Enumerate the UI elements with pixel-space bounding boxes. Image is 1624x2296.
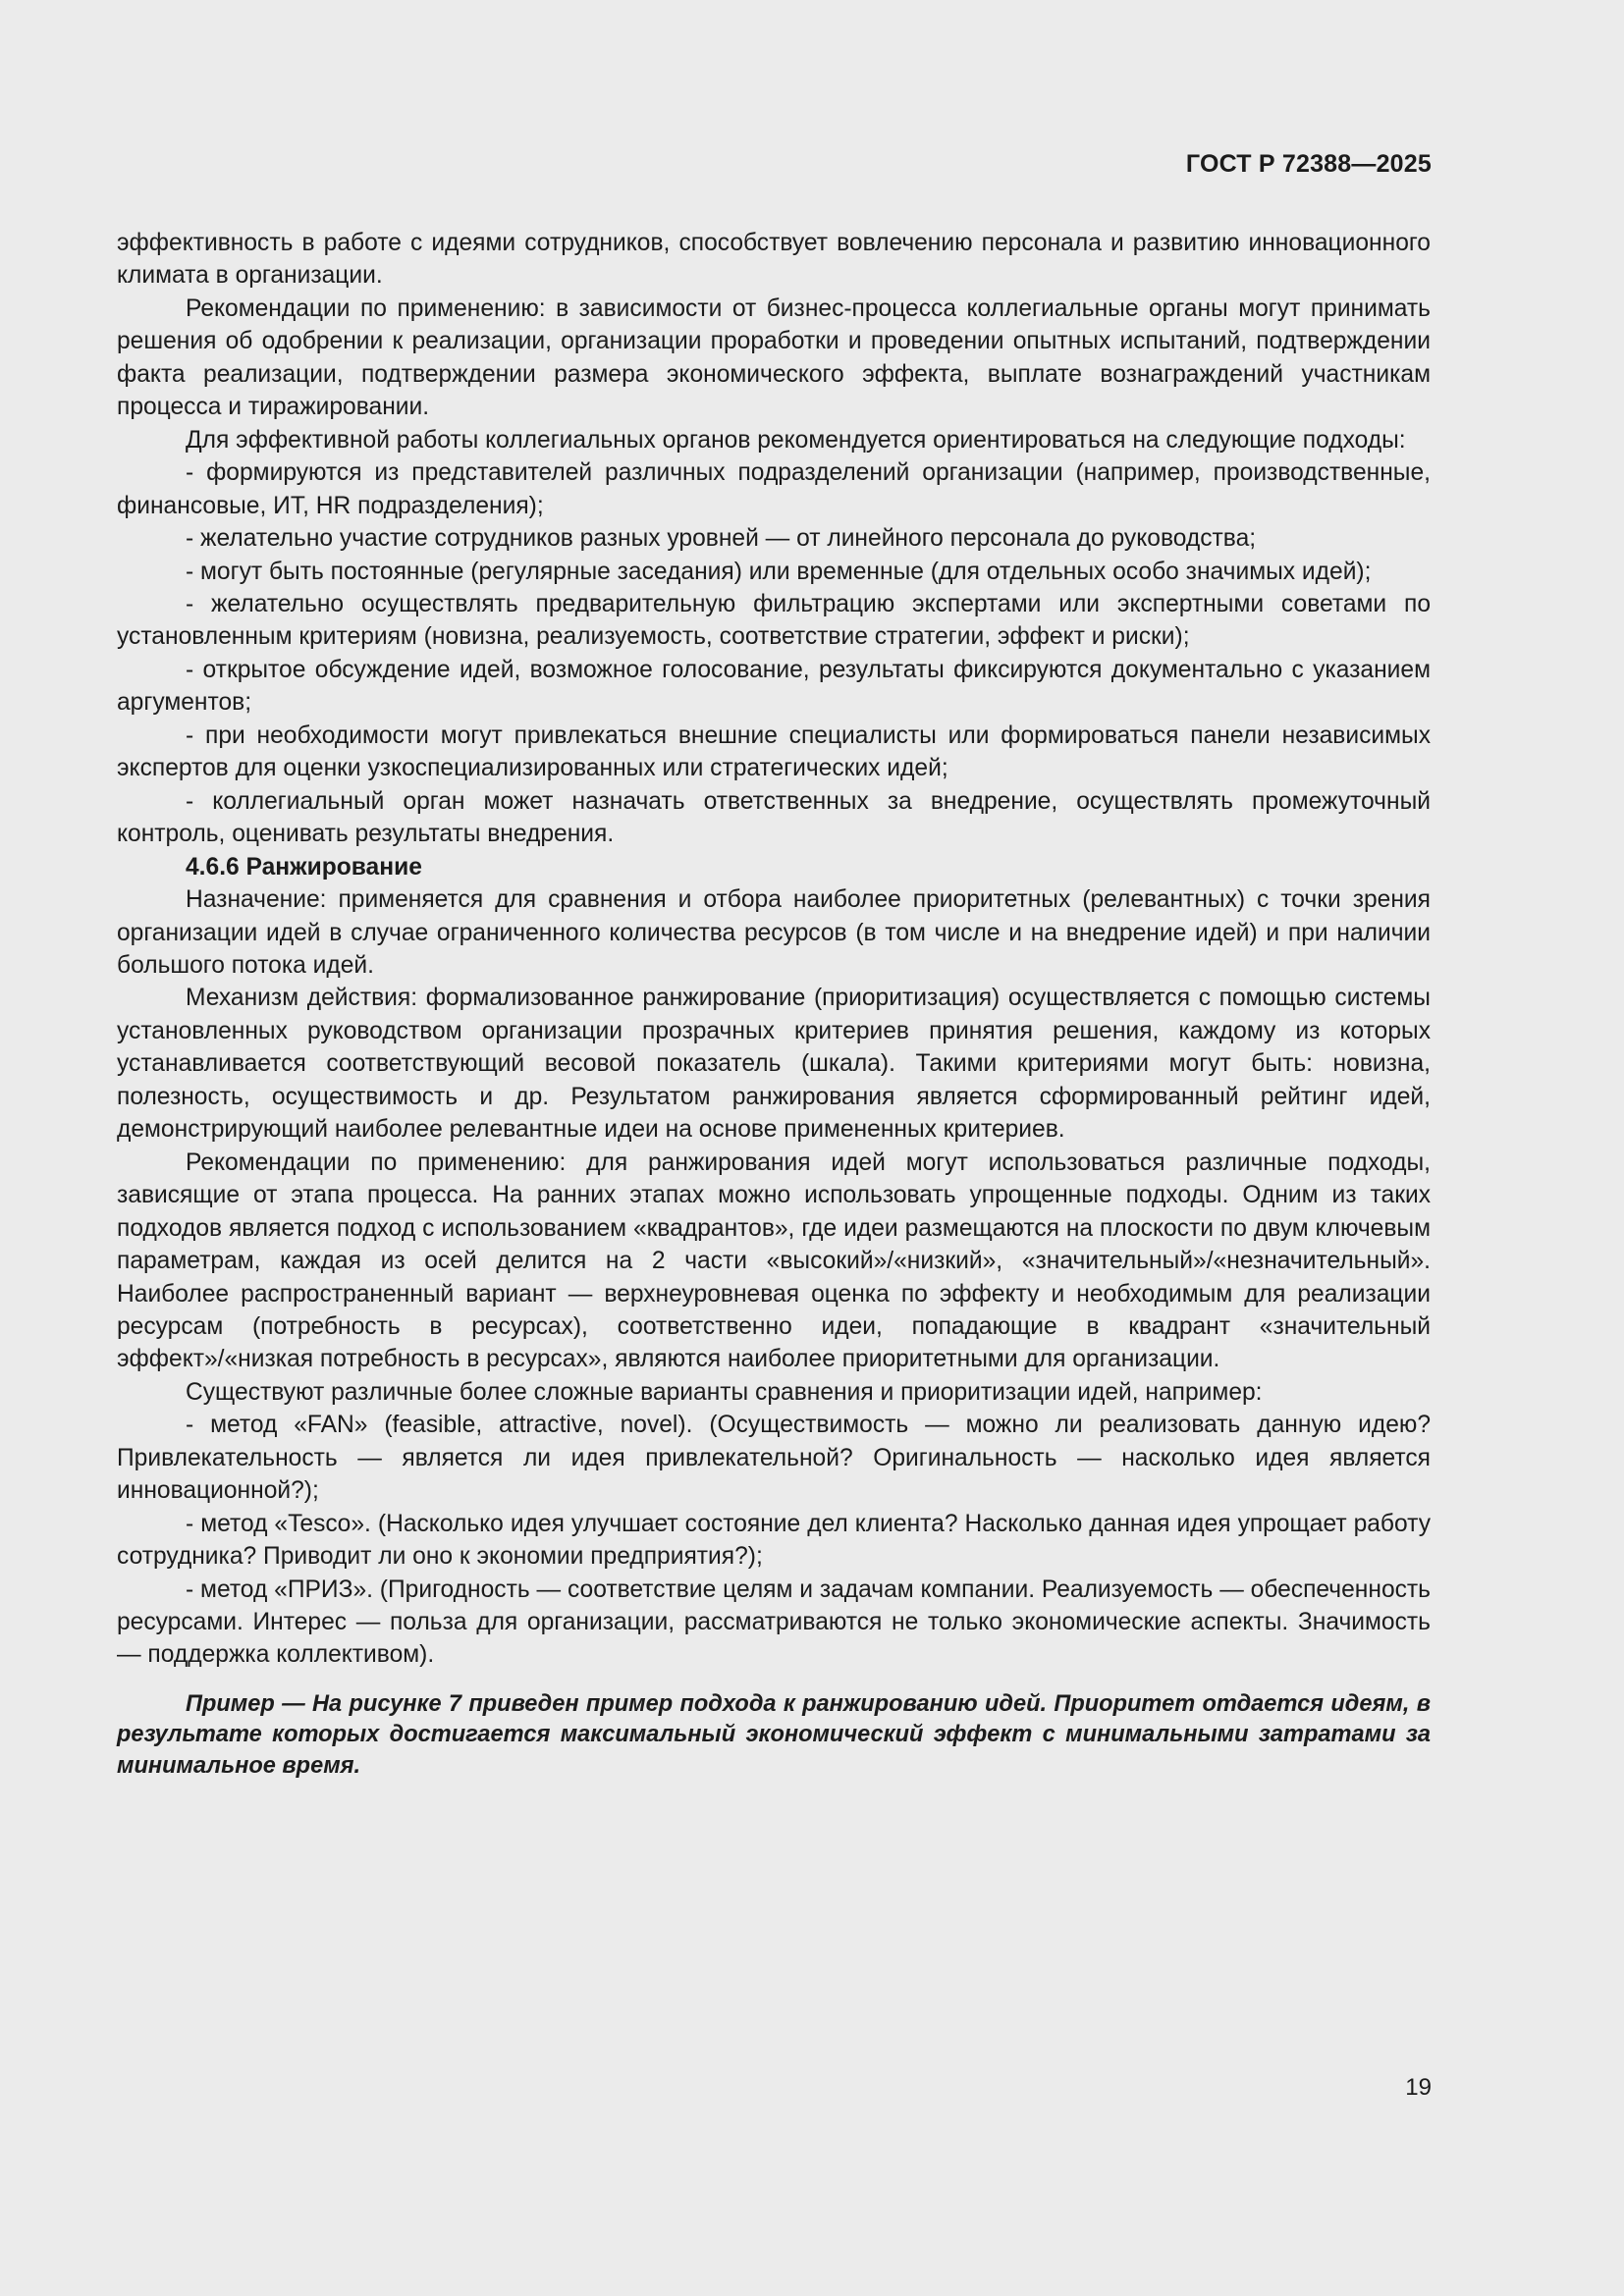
list-item-levels: - желательно участие сотрудников разных уровней — от линейного персонала до руководства; (186, 525, 1257, 553)
list-item-filtering: - желательно осуществлять предварительную фильтрацию экспертами или экспертными советами по установленным критериям (новизна, реализуемость, соответствие стратегии, эффект и риски); (117, 590, 1431, 651)
example-note: Пример — На рисунке 7 приведен пример подхода к ранжированию идей. Приоритет отдается идеям, в результате которых достигается максимальный экономический эффект с минимальными затратами за минимальное время. (117, 1690, 1431, 1779)
list-item-priz-method: - метод «ПРИЗ». (Пригодность — соответствие целям и задачам компании. Реализуемость — обеспеченность ресурсами. Интерес — польза для организации, рассматриваются не только экономические аспекты. Значимость — поддержка коллективом). (117, 1575, 1431, 1669)
paragraph-recommendations: Рекомендации по применению: в зависимости от бизнес-процесса коллегиальные органы могут принимать решения об одобрении к реализации, организации проработки и проведении опытных испытаний, подтверждении факта реализации, подтверждении размера экономического эффекта, выплате вознаграждений участникам процесса и тиражировании. (117, 294, 1431, 421)
page-number: 19 (1405, 2074, 1432, 2101)
document-code: ГОСТ Р 72388—2025 (1185, 150, 1432, 178)
list-item-fan-method: - метод «FAN» (feasible, attractive, novel). (Осуществимость — можно ли реализовать данную идею? Привлекательность — является ли идея привлекательной? Оригинальность — насколько идея является инновационной?); (117, 1412, 1431, 1505)
paragraph-mechanism: Механизм действия: формализованное ранжирование (приоритизация) осуществляется с помощью системы установленных руководством организации прозрачных критериев принятия решения, каждому из которых устанавливается соответствующий весовой показатель (шкала). Такими критериями могут быть: новизна, полезность, осуществимость и др. Результатом ранжирования является сформированный рейтинг идей, демонстрирующий наиболее релевантные идеи на основе примененных критериев. (117, 985, 1431, 1144)
paragraph-ranking-recommendations: Рекомендации по применению: для ранжирования идей могут использоваться различные подходы, зависящие от этапа процесса. На ранних этапах можно использовать упрощенные подходы. Одним из таких подходов является подход с использованием «квадрантов», где идеи размещаются на плоскости по двум ключевым параметрам, каждая из осей делится на 2 части «высокий»/«низкий», «значительный»/«незначительный». Наиболее распространенный вариант — верхнеуровневая оценка по эффекту и необходимым для реализации ресурсам (потребность в ресурсах), соответственно идеи, попадающие в квадрант «значительный эффект»/«низкая потребность в ресурсах», являются наиболее приоритетными для организации. (117, 1148, 1431, 1373)
list-item-permanent-temporary: - могут быть постоянные (регулярные заседания) или временные (для отдельных особо значимых идей); (186, 558, 1372, 585)
list-item-tesco-method: - метод «Tesco». (Насколько идея улучшает состояние дел клиента? Насколько данная идея упрощает работу сотрудника? Приводит ли оно к экономии предприятия?); (117, 1510, 1431, 1571)
list-item-responsibility: - коллегиальный орган может назначать ответственных за внедрение, осуществлять промежуточный контроль, оценивать результаты внедрения. (117, 787, 1431, 848)
section-heading: 4.6.6 Ранжирование (186, 853, 422, 881)
list-item-departments: - формируются из представителей различных подразделений организации (например, производственные, финансовые, ИТ, HR подразделения); (117, 459, 1431, 519)
page-body (117, 227, 1431, 1782)
paragraph-methods-intro: Существуют различные более сложные варианты сравнения и приоритизации идей, например: (186, 1378, 1263, 1406)
paragraph-purpose: Назначение: применяется для сравнения и отбора наиболее приоритетных (релевантных) с точки зрения организации идей в случае ограниченного количества ресурсов (в том числе и на внедрение идей) и при наличии большого потока идей. (117, 886, 1431, 979)
paragraph-approaches-intro: Для эффективной работы коллегиальных органов рекомендуется ориентироваться на следующие подходы: (186, 426, 1406, 454)
list-item-external-experts: - при необходимости могут привлекаться внешние специалисты или формироваться панели независимых экспертов для оценки узкоспециализированных или стратегических идей; (117, 721, 1431, 782)
paragraph-continuation: эффективность в работе с идеями сотрудников, способствует вовлечению персонала и развитию инновационного климата в организации. (117, 230, 1431, 290)
list-item-discussion: - открытое обсуждение идей, возможное голосование, результаты фиксируются документально с указанием аргументов; (117, 656, 1431, 717)
